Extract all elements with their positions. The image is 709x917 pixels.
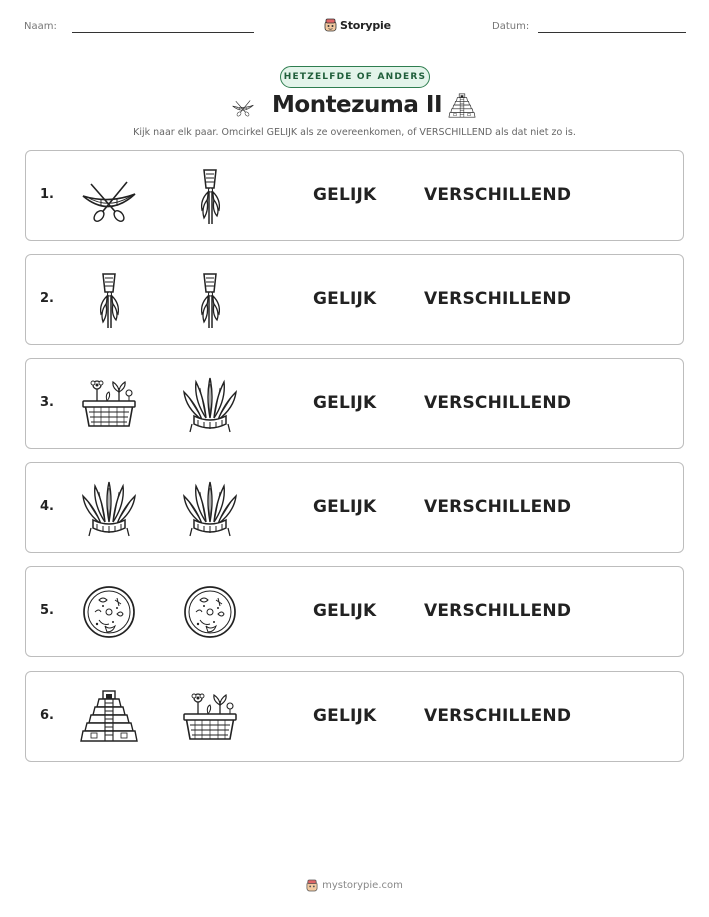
pair-row-5 [25,566,684,657]
row-number: 5. [40,603,54,618]
pair-row-3 [25,358,684,449]
option-gelijk[interactable]: GELIJK [313,497,377,517]
date-label: Datum: [492,21,530,32]
torch-icon [79,270,139,330]
option-gelijk[interactable]: GELIJK [313,706,377,726]
option-verschillend[interactable]: VERSCHILLEND [424,393,572,413]
row-number: 1. [40,187,54,202]
row-number: 6. [40,708,54,723]
pair-row-1 [25,150,684,241]
calendar-stone-icon [79,582,139,642]
name-field[interactable] [72,32,254,33]
feather-headdress-icon [180,374,240,434]
flower-planter-icon [79,374,139,434]
worksheet-type-badge [280,66,430,88]
row-number: 4. [40,499,54,514]
page-title: Montezuma II [272,92,443,118]
option-verschillend[interactable]: VERSCHILLEND [424,185,572,205]
option-verschillend[interactable]: VERSCHILLEND [424,289,572,309]
pair-row-4 [25,462,684,553]
storypie-mascot-icon [324,18,337,32]
option-verschillend[interactable]: VERSCHILLEND [424,497,572,517]
flower-planter-icon [180,687,240,747]
pyramid-icon [79,687,139,747]
row-number: 3. [40,395,54,410]
brand-name: Storypie [340,18,391,32]
torch-icon [180,166,240,226]
torch-icon [180,270,240,330]
pair-row-2 [25,254,684,345]
row-number: 2. [40,291,54,306]
canoe-icon [79,166,139,226]
name-label: Naam: [24,21,57,32]
pyramid-icon [448,92,476,120]
worksheet-header [0,18,709,38]
option-gelijk[interactable]: GELIJK [313,185,377,205]
option-verschillend[interactable]: VERSCHILLEND [424,601,572,621]
title-row [0,92,709,122]
option-gelijk[interactable]: GELIJK [313,601,377,621]
badge-label: HETZELFDE OF ANDERS [283,72,427,82]
option-gelijk[interactable]: GELIJK [313,393,377,413]
footer-url[interactable]: mystorypie.com [322,880,403,891]
feather-headdress-icon [79,478,139,538]
feather-headdress-icon [180,478,240,538]
footer [0,879,709,892]
pair-row-6 [25,671,684,762]
option-gelijk[interactable]: GELIJK [313,289,377,309]
instruction-text: Kijk naar elk paar. Omcirkel GELIJK als ze overeenkomen, of VERSCHILLEND als dat niet zo is. [133,127,576,138]
calendar-stone-icon [180,582,240,642]
option-verschillend[interactable]: VERSCHILLEND [424,706,572,726]
date-field[interactable] [538,32,686,33]
storypie-mascot-icon [306,879,318,892]
brand-logo [324,18,391,32]
canoe-icon [228,94,258,118]
